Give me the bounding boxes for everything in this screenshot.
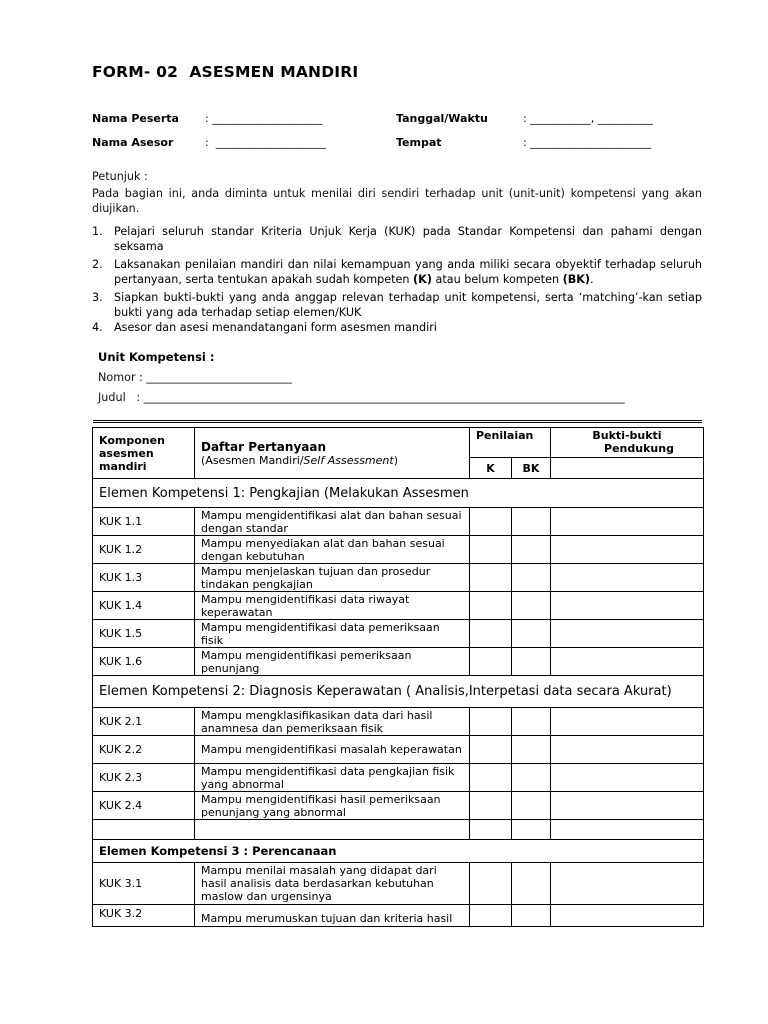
nama-peserta-label: Nama Peserta [92, 112, 179, 125]
elemen-heading: Elemen Kompetensi 3 : Perencanaan [93, 840, 704, 863]
kuk-cell: KUK 2.3 [93, 764, 195, 792]
bukti-cell[interactable] [551, 708, 704, 736]
instruction-item: Siapkan bukti-bukti yang anda anggap relevan terhadap unit kompetensi, serta ‘matching’-kan setiap bukti yang ada terhadap setiap elemen/KUK [114, 291, 702, 319]
tempat-field[interactable]: : ______________________ [523, 136, 652, 149]
header-bukti: Bukti-bukti Pendukung [551, 428, 704, 458]
tanggal-field[interactable]: : ___________, __________ [523, 112, 653, 125]
unit-kompetensi-label: Unit Kompetensi : [98, 350, 215, 364]
k-checkbox[interactable] [470, 564, 512, 592]
bk-checkbox[interactable] [512, 736, 551, 764]
judul-field[interactable]: Judul : ______________________________________________________________________________________ [98, 391, 625, 404]
bk-checkbox[interactable] [512, 764, 551, 792]
divider [93, 420, 702, 421]
instruction-number: 2. [92, 258, 103, 271]
question-cell: Mampu mengidentifikasi data pemeriksaan fisik [195, 620, 470, 648]
empty-cell [551, 820, 704, 840]
bukti-cell[interactable] [551, 508, 704, 536]
bukti-cell[interactable] [551, 736, 704, 764]
question-cell: Mampu menyediakan alat dan bahan sesuai dengan kebutuhan [195, 536, 470, 564]
instruction-number: 4. [92, 321, 103, 334]
bk-checkbox[interactable] [512, 708, 551, 736]
k-checkbox[interactable] [470, 620, 512, 648]
nama-asesor-field[interactable]: : ____________________ [205, 136, 326, 149]
header-daftar-title: Daftar Pertanyaan [201, 440, 326, 454]
empty-cell [93, 820, 195, 840]
bukti-cell[interactable] [551, 620, 704, 648]
kuk-cell: KUK 3.2 [93, 905, 195, 927]
bukti-cell[interactable] [551, 764, 704, 792]
kuk-cell: KUK 1.4 [93, 592, 195, 620]
bukti-cell[interactable] [551, 536, 704, 564]
instruction-item: Laksanakan penilaian mandiri dan nilai kemampuan yang anda miliki secara obyektif terhadap seluruh pertanyaan, serta tentukan apakah sudah kompeten (K) atau belum kompeten (BK). [114, 258, 702, 286]
header-daftar-subtitle: (Asesmen Mandiri/Self Assessment) [201, 454, 398, 467]
bukti-cell[interactable] [551, 863, 704, 905]
nomor-field[interactable]: Nomor : __________________________ [98, 371, 292, 384]
kuk-cell: KUK 2.2 [93, 736, 195, 764]
instruction-number: 3. [92, 291, 103, 304]
bukti-cell[interactable] [551, 648, 704, 676]
instructions-heading: Petunjuk : [92, 170, 148, 183]
header-bukti-blank [551, 458, 704, 479]
question-cell: Mampu mengidentifikasi data pengkajian fisik yang abnormal [195, 764, 470, 792]
kuk-cell: KUK 1.2 [93, 536, 195, 564]
k-checkbox[interactable] [470, 863, 512, 905]
question-cell: Mampu mengidentifikasi pemeriksaan penunjang [195, 648, 470, 676]
tanggal-label: Tanggal/Waktu [396, 112, 488, 125]
empty-cell [470, 820, 512, 840]
bk-checkbox[interactable] [512, 620, 551, 648]
k-checkbox[interactable] [470, 905, 512, 927]
instruction-number: 1. [92, 225, 103, 238]
bk-checkbox[interactable] [512, 564, 551, 592]
header-bk: BK [512, 458, 551, 479]
empty-cell [195, 820, 470, 840]
bk-checkbox[interactable] [512, 648, 551, 676]
kuk-cell: KUK 2.4 [93, 792, 195, 820]
nama-asesor-label: Nama Asesor [92, 136, 174, 149]
header-daftar [195, 428, 470, 479]
bukti-cell[interactable] [551, 792, 704, 820]
header-komponen: Komponen asesmen mandiri [93, 428, 195, 479]
kuk-cell: KUK 3.1 [93, 863, 195, 905]
k-checkbox[interactable] [470, 592, 512, 620]
bk-checkbox[interactable] [512, 508, 551, 536]
k-checkbox[interactable] [470, 648, 512, 676]
question-cell: Mampu menjelaskan tujuan dan prosedur tindakan pengkajian [195, 564, 470, 592]
form-title: FORM- 02 ASESMEN MANDIRI [92, 63, 359, 81]
k-checkbox[interactable] [470, 792, 512, 820]
kuk-cell: KUK 1.1 [93, 508, 195, 536]
kuk-cell: KUK 1.6 [93, 648, 195, 676]
k-checkbox[interactable] [470, 508, 512, 536]
k-checkbox[interactable] [470, 708, 512, 736]
divider [93, 422, 702, 423]
k-checkbox[interactable] [470, 764, 512, 792]
instructions-intro: Pada bagian ini, anda diminta untuk menilai diri sendiri terhadap unit (unit-unit) kompetensi yang akan diujikan. [92, 187, 702, 215]
question-cell: Mampu mengidentifikasi hasil pemeriksaan penunjang yang abnormal [195, 792, 470, 820]
question-cell: Mampu mengidentifikasi masalah keperawatan [195, 736, 470, 764]
assessment-table [92, 427, 704, 927]
bk-checkbox[interactable] [512, 792, 551, 820]
question-cell: Mampu mengidentifikasi alat dan bahan sesuai dengan standar [195, 508, 470, 536]
elemen-heading: Elemen Kompetensi 1: Pengkajian (Melakukan Assesmen [93, 479, 704, 508]
header-penilaian: Penilaian [470, 428, 551, 458]
instruction-item: Pelajari seluruh standar Kriteria Unjuk Kerja (KUK) pada Standar Kompetensi dan pahami dengan seksama [114, 225, 702, 253]
kuk-cell: KUK 1.3 [93, 564, 195, 592]
bukti-cell[interactable] [551, 564, 704, 592]
empty-cell [512, 820, 551, 840]
bk-checkbox[interactable] [512, 592, 551, 620]
bk-checkbox[interactable] [512, 863, 551, 905]
question-cell: Mampu mengklasifikasikan data dari hasil anamnesa dan pemeriksaan fisik [195, 708, 470, 736]
bk-checkbox[interactable] [512, 905, 551, 927]
bukti-cell[interactable] [551, 592, 704, 620]
question-cell: Mampu merumuskan tujuan dan kriteria hasil [195, 905, 470, 927]
header-k: K [470, 458, 512, 479]
tempat-label: Tempat [396, 136, 442, 149]
bk-checkbox[interactable] [512, 536, 551, 564]
bukti-cell[interactable] [551, 905, 704, 927]
question-cell: Mampu menilai masalah yang didapat dari hasil analisis data berdasarkan kebutuhan maslow dan urgensinya [195, 863, 470, 905]
instruction-item: Asesor dan asesi menandatangani form asesmen mandiri [114, 321, 437, 334]
k-checkbox[interactable] [470, 536, 512, 564]
nama-peserta-field[interactable]: : ____________________ [205, 112, 323, 125]
k-checkbox[interactable] [470, 736, 512, 764]
kuk-cell: KUK 2.1 [93, 708, 195, 736]
kuk-cell: KUK 1.5 [93, 620, 195, 648]
elemen-heading: Elemen Kompetensi 2: Diagnosis Keperawatan ( Analisis,Interpetasi data secara Akurat) [93, 676, 704, 708]
question-cell: Mampu mengidentifikasi data riwayat keperawatan [195, 592, 470, 620]
